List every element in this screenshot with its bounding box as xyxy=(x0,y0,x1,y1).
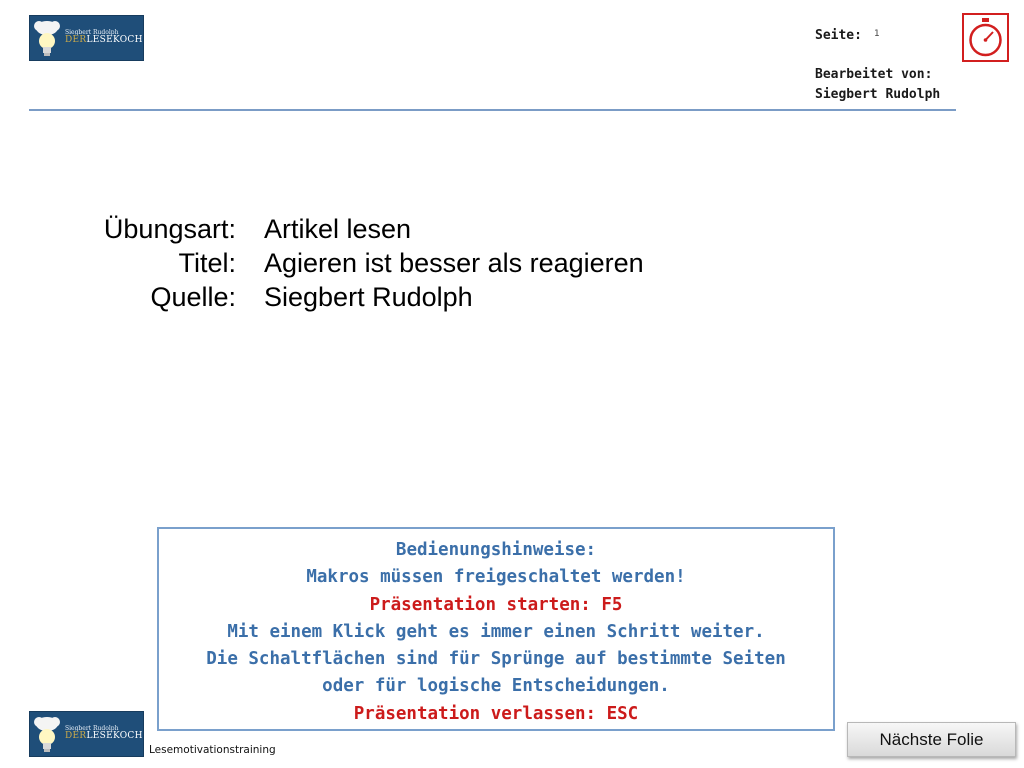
logo-brand xyxy=(65,36,143,46)
instructions-exit: Präsentation verlassen: ESC xyxy=(353,703,639,724)
exercise-info xyxy=(60,212,644,314)
instructions-click: Mit einem Klick geht es immer einen Schritt weiter. xyxy=(227,621,765,642)
logo-brand-prefix: DER xyxy=(65,35,87,46)
instructions-buttons: Die Schaltflächen sind für Sprünge auf bestimmte Seiten xyxy=(206,649,786,670)
logo-top xyxy=(29,15,144,61)
instructions-start: Präsentation starten: F5 xyxy=(369,594,623,615)
footer-label: Lesemotivationstraining xyxy=(149,744,276,756)
page-number: 1 xyxy=(874,29,880,39)
page-label: Seite: xyxy=(815,28,862,43)
next-slide-button[interactable]: Nächste Folie xyxy=(847,722,1016,757)
logo-brand-main: LESEKOCH xyxy=(86,731,143,742)
logo-text xyxy=(65,726,143,742)
stopwatch-button[interactable] xyxy=(962,13,1009,62)
stopwatch-icon xyxy=(964,15,1007,60)
exercise-type-label: Übungsart: xyxy=(103,214,236,244)
logo-brand-prefix: DER xyxy=(65,731,87,742)
instructions-macros: Makros müssen freigeschaltet werden! xyxy=(306,567,686,588)
chef-bulb-icon xyxy=(30,16,64,60)
logo-text xyxy=(65,30,143,46)
edited-by-label: Bearbeitet von: xyxy=(815,67,933,82)
logo-brand-main: LESEKOCH xyxy=(86,35,143,46)
instructions-heading: Bedienungshinweise: xyxy=(395,540,597,560)
instructions-box xyxy=(157,527,835,731)
logo-brand xyxy=(65,732,143,742)
title-value: Agieren ist besser als reagieren xyxy=(264,248,644,278)
title-label: Titel: xyxy=(178,248,236,278)
logo-author: Siegbert Rudolph xyxy=(65,28,119,36)
source-label: Quelle: xyxy=(150,282,236,312)
header-divider xyxy=(29,109,956,111)
logo-author: Siegbert Rudolph xyxy=(65,724,119,732)
exercise-type-value: Artikel lesen xyxy=(264,214,412,244)
edited-by-name: Siegbert Rudolph xyxy=(815,87,941,102)
logo-bottom xyxy=(29,711,144,757)
source-value: Siegbert Rudolph xyxy=(264,282,473,312)
instructions-buttons-cont: oder für logische Entscheidungen. xyxy=(322,676,670,697)
chef-bulb-icon xyxy=(30,712,64,756)
